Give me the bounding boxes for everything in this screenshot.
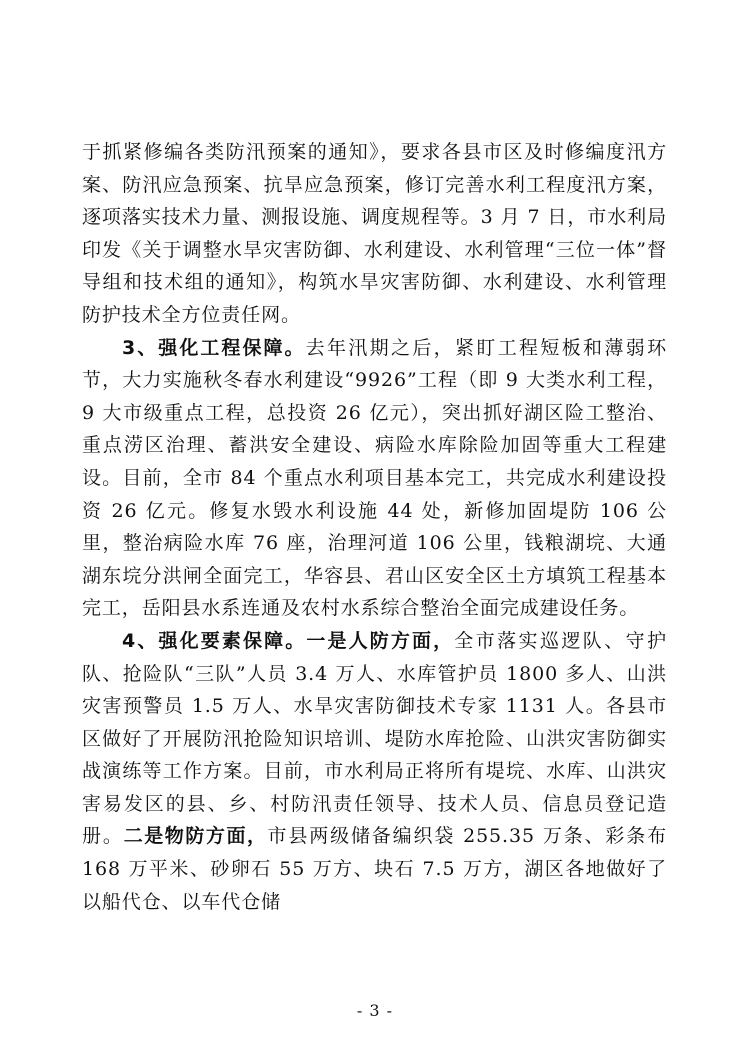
paragraph-continued [82, 136, 667, 332]
document-body [82, 136, 667, 918]
section-heading-3: 3、强化工程保障。 [122, 336, 306, 359]
paragraph-text: 全市落实巡逻队、守护队、抢险队“三队”人员 3.4 万人、水库管护员 1800 多人、山洪灾害预警员 1.5 万人、水旱灾害防御技术专家 1131 人。各县市区做好了开展防汛抢险知识培训、堤防水库抢险、山洪灾害防御实战演练等工作方案。目前，市水利局正将所有堤垸、水库、山洪灾害易发区的县、乡、村防汛责任领导、技术人员、信息员登记造册。 [82, 629, 667, 848]
subheading-material-defense: 二是物防方面， [123, 825, 268, 848]
page-number: - 3 - [356, 1001, 394, 1020]
section-heading-4: 4、强化要素保障。一是人防方面， [122, 629, 455, 652]
paragraph-text: 去年汛期之后，紧盯工程短板和薄弱环节，大力实施秋冬春水利建设“9926”工程（即 9 大类水利工程，9 大市级重点工程，总投资 26 亿元），突出抓好湖区险工整治、重点涝区治理、蓄洪安全建设、病险水库除险加固等重大工程建设。目前，全市 84 个重点水利项目基本完工，共完成水利建设投资 26 亿元。修复水毁水利设施 44 处，新修加固堤防 106 公里，整治病险水库 76 座，治理河道 106 公里，钱粮湖垸、大通湖东垸分洪闸全面完工，华容县、君山区安全区土方填筑工程基本完工，岳阳县水系连通及农村水系综合整治全面完成建设任务。 [82, 336, 667, 620]
paragraph-text: 市县两级储备编织袋 255.35 万条、彩条布 168 万平米、砂卵石 55 万方、块石 7.5 万方，湖区各地做好了以船代仓、以车代仓储 [82, 825, 667, 913]
paragraph-resource-guarantee [82, 625, 667, 918]
paragraph-text: 于抓紧修编各类防汛预案的通知》，要求各县市区及时修编度汛方案、防汛应急预案、抗旱应急预案，修订完善水利工程度汛方案，逐项落实技术力量、测报设施、调度规程等。3 月 7 日，市水利局印发《关于调整水旱灾害防御、水利建设、水利管理“三位一体”督导组和技术组的通知》，构筑水旱灾害防御、水利建设、水利管理防护技术全方位责任网。 [82, 141, 667, 326]
paragraph-engineering-guarantee [82, 332, 667, 625]
